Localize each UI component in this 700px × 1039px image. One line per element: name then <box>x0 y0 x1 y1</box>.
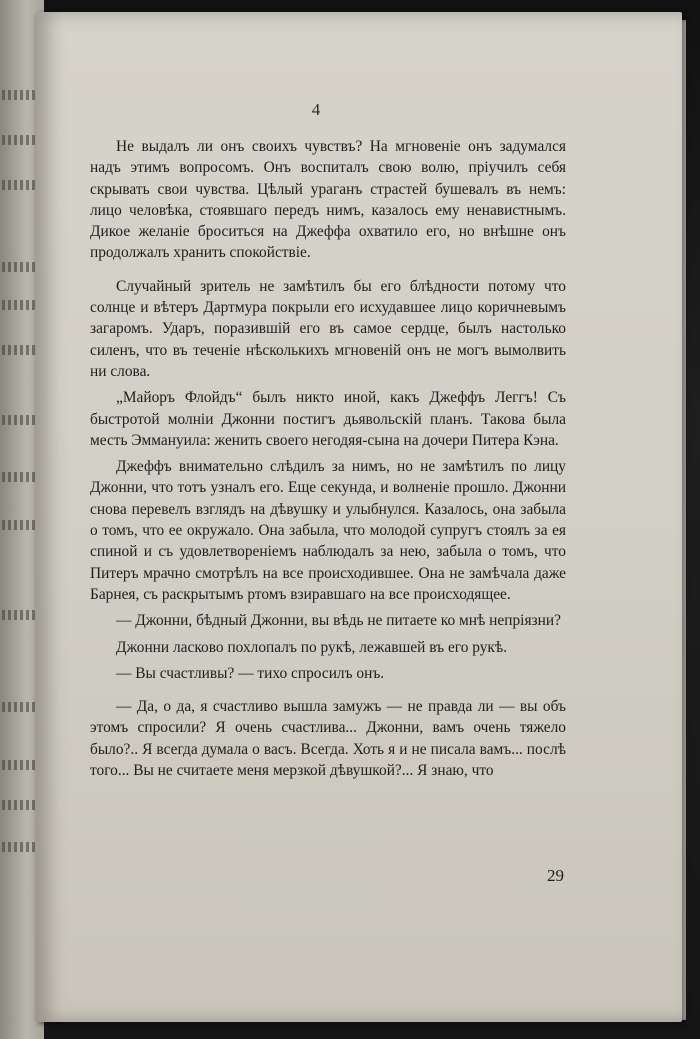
facing-text-fragment <box>2 520 36 530</box>
facing-text-fragment <box>2 345 36 355</box>
paragraph: — Вы счастливы? — тихо спросилъ онъ. <box>116 664 385 682</box>
paragraph: — Джонни, бѣдный Джонни, вы вѣдь не питаете ко мнѣ непрiязни? <box>116 612 561 630</box>
facing-text-fragment <box>2 842 36 852</box>
body-text <box>90 136 566 781</box>
facing-text-fragment <box>2 135 36 145</box>
paragraph: Джеффъ внимательно слѣдилъ за нимъ, но не замѣтилъ по лицу Джонни, что тотъ узналъ его. Еще секунда, и волненiе прошло. Джонни снова перевелъ взглядъ на дѣвушку и улыбнулся. Казалось, она забыла о томъ, что ее окружало. Она забыла, что молодой супругъ стоялъ за ея спиной и съ удовлетворенiемъ наблюдалъ за нею, забыла о томъ, что Питеръ мрачно смотрѣлъ на все происходившее. Она не замѣчала даже Барнея, съ раскрытымъ ртомъ взиравшаго на все происходящее. <box>90 458 566 603</box>
facing-text-fragment <box>2 262 36 272</box>
facing-text-fragment <box>2 90 36 100</box>
facing-text-fragment <box>2 300 36 310</box>
page-number: 29 <box>547 866 564 885</box>
paragraph: — Да, о да, я счастливо вышла замужъ — не правда ли — вы объ этомъ спросили? Я очень счастлива... Джонни, вамъ очень тяжело было?.. Я всегда думала о васъ. Всегда. Хоть я и не писала вамъ... послѣ того... Вы не считаете меня мерзкой дѣвушкой?... Я знаю, что <box>90 698 566 780</box>
facing-text-fragment <box>2 180 36 190</box>
facing-text-fragment <box>2 415 36 425</box>
facing-text-fragment <box>2 610 36 620</box>
paragraph: Не выдалъ ли онъ своихъ чувствъ? На мгновенiе онъ задумался надъ этимъ вопросомъ. Онъ воспиталъ свою волю, прiучилъ себя скрывать свои чувства. Цѣлый ураганъ страстей бушевалъ въ немъ: лицо человѣка, стоявшаго передъ нимъ, казалось ему ненавистнымъ. Дикое желанiе броситься на Джеффа охватило его, но внѣшне онъ продолжалъ хранить спокойствiе. <box>90 138 566 262</box>
paragraph: „Майоръ Флойдъ“ былъ никто иной, какъ Джеффъ Леггъ! Съ быстротой молнiи Джонни постигъ дьявольскiй планъ. Такова была месть Эммануила: женить своего негодяя-сына на дочери Питера Кэна. <box>90 389 566 449</box>
paragraph: Джонни ласково похлопалъ по рукѣ, лежавшей въ его рукѣ. <box>116 638 508 656</box>
facing-text-fragment <box>2 702 36 712</box>
facing-text-fragment <box>2 760 36 770</box>
facing-text-fragment <box>2 800 36 810</box>
facing-text-fragment <box>2 472 36 482</box>
paragraph: Случайный зритель не замѣтилъ бы его блѣдности потому что солнце и вѣтеръ Дартмура покрыли его исхудавшее лицо коричневымъ загаромъ. Ударъ, поразившiй его въ самое сердце, былъ настолько силенъ, что въ теченiе нѣсколькихъ мгновенiй онъ не могъ вымолвить ни слова. <box>90 277 566 380</box>
signature-mark: 4 <box>311 100 321 119</box>
